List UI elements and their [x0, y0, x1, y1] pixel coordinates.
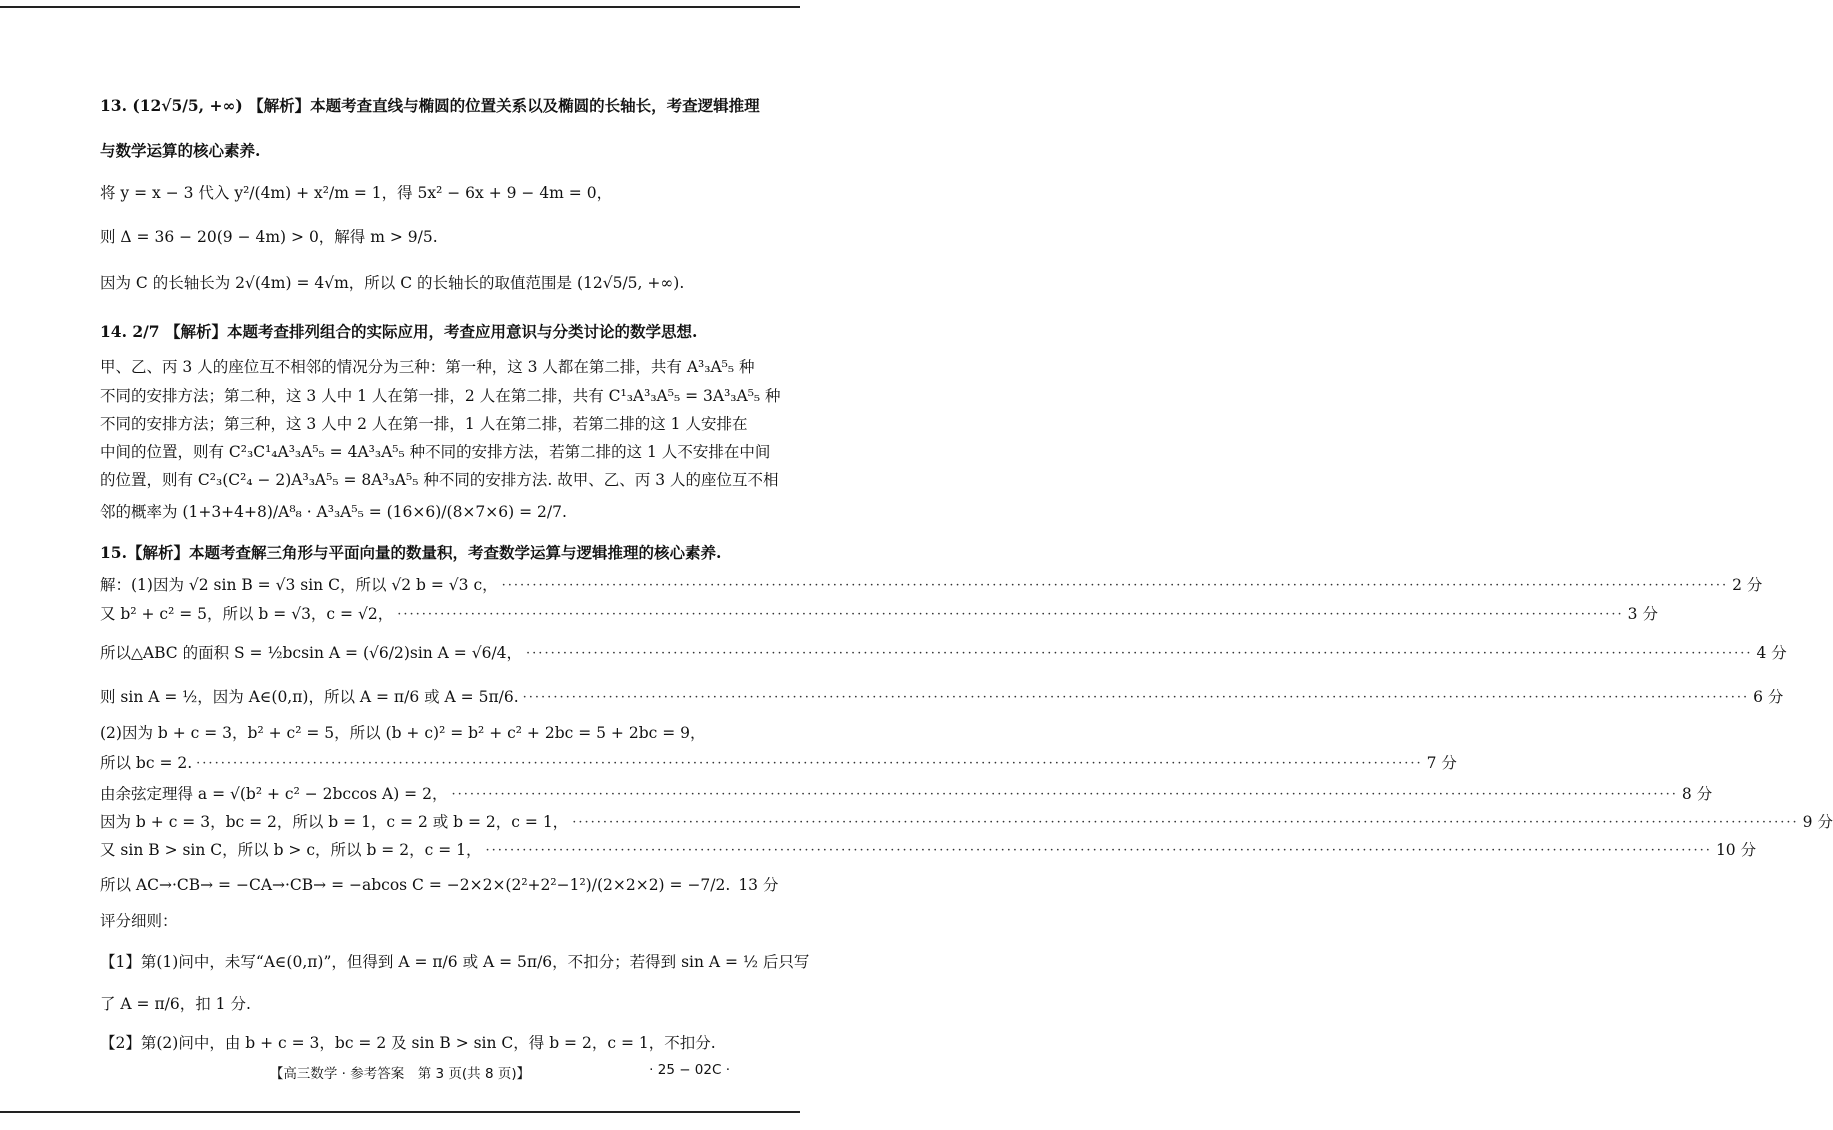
text-line [100, 545, 730, 561]
scored-line-text: 解：(1)因为 √2 sin B = √3 sin C，所以 √2 b = √3 c， [100, 576, 498, 594]
scored-line [100, 688, 1784, 706]
leader-dots: ········································································································································································································ [522, 690, 1750, 706]
scored-line [100, 576, 1763, 594]
rubric-line [100, 914, 730, 930]
scored-line-text: 又 b² + c² = 5，所以 b = √3，c = √2， [100, 605, 394, 623]
scored-line-text: 因为 b + c = 3，bc = 2，所以 b = 1，c = 2 或 b = 2，c = 1， [100, 813, 569, 831]
text-line-text: (2)因为 b + c = 3，b² + c² = 5，所以 (b + c)² = b² + c² + 2bc = 5 + 2bc = 9， [100, 724, 706, 742]
scored-line-text: 所以 bc = 2. [100, 754, 193, 772]
footer-title: 【高三数学 · 参考答案 第 3 页(共 8 页)】 [269, 1066, 531, 1082]
score-label: 6 分 [1753, 688, 1784, 706]
rubric-line-text: 【2】第(2)问中，由 b + c = 3，bc = 2 及 sin B > sin C，得 b = 2，c = 1，不扣分. [100, 1034, 716, 1052]
score-label: 13 分 [738, 876, 779, 894]
text-line-text: 将 y = x − 3 代入 y²/(4m) + x²/m = 1，得 5x² − 6x + 9 − 4m = 0， [100, 184, 613, 202]
text-line [100, 471, 779, 489]
score-label: 8 分 [1681, 785, 1713, 803]
footer-code: · 25 − 02C · [649, 1062, 730, 1078]
text-line-text: 甲、乙、丙 3 人的座位互不相邻的情况分为三种：第一种，这 3 人都在第二排，共有 A³₃A⁵₅ 种 [100, 358, 755, 376]
text-line-text: 14. 2/7 【解析】本题考查排列组合的实际应用，考查应用意识与分类讨论的数学思想. [100, 322, 698, 341]
text-line-text: 不同的安排方法；第三种，这 3 人中 2 人在第一排，1 人在第二排，若第二排的这 1 人安排在 [100, 415, 748, 433]
score-label: 2 分 [1732, 576, 1763, 594]
leader-dots: ········································································································································································································ [397, 607, 1624, 623]
text-line [100, 143, 730, 159]
text-line [100, 443, 771, 461]
text-line-text: 的位置，则有 C²₃(C²₄ − 2)A³₃A⁵₅ = 8A³₃A⁵₅ 种不同的安排方法. 故甲、乙、丙 3 人的座位互不相 [100, 471, 779, 489]
text-line [100, 324, 730, 340]
text-line [100, 726, 730, 742]
text-line-text: 中间的位置，则有 C²₃C¹₄A³₃A⁵₅ = 4A³₃A⁵₅ 种不同的安排方法，若第二排的这 1 人不安排在中间 [100, 443, 771, 461]
rubric-line-text: 评分细则： [100, 912, 178, 930]
score-label: 10 分 [1715, 841, 1757, 859]
scored-line [100, 813, 1833, 831]
leader-dots: ········································································································································································································ [501, 578, 1729, 594]
text-line [100, 415, 748, 433]
text-line [100, 387, 781, 405]
scored-line [100, 754, 1457, 772]
text-line-text: 15.【解析】本题考查解三角形与平面向量的数量积，考查数学运算与逻辑推理的核心素养. [100, 543, 722, 562]
scored-line-text: 由余弦定理得 a = √(b² + c² − 2bccos A) = 2， [100, 785, 448, 803]
top-rule [0, 6, 800, 8]
score-label: 3 分 [1627, 605, 1658, 623]
rubric-line [100, 953, 810, 971]
text-line-text: 因为 C 的长轴长为 2√(4m) = 4√m，所以 C 的长轴长的取值范围是 (12√5/5, +∞). [100, 274, 685, 292]
rubric-line-text: 【1】第(1)问中，未写“A∈(0,π)”，但得到 A = π/6 或 A = 5π/6，不扣分；若得到 sin A = ½ 后只写 [100, 953, 810, 971]
leader-dots: ········································································································································································································ [451, 787, 1678, 803]
bottom-rule [0, 1111, 800, 1113]
text-line-text: 则 Δ = 36 − 20(9 − 4m) > 0，解得 m > 9/5. [100, 228, 438, 246]
scored-line-text: 所以△ABC 的面积 S = ½bcsin A = (√6/2)sin A = √6/4， [100, 644, 523, 662]
text-line-text: 不同的安排方法；第二种，这 3 人中 1 人在第一排，2 人在第二排，共有 C¹₃A³₃A⁵₅ = 3A³₃A⁵₅ 种 [100, 387, 781, 405]
scored-line [100, 644, 1787, 662]
scored-line [100, 605, 1658, 623]
text-line [100, 96, 760, 115]
text-line-text: 13. (12√5/5, +∞) 【解析】本题考查直线与椭圆的位置关系以及椭圆的长轴长，考查逻辑推理 [100, 96, 760, 115]
text-line-text: 与数学运算的核心素养. [100, 141, 261, 160]
leader-dots: ········································································································································································································ [485, 843, 1712, 859]
text-line [100, 230, 730, 246]
scored-line-text: 所以 AC→·CB→ = −CA→·CB→ = −abcos C = −2×2×(2²+2²−1²)/(2×2×2) = −7/2. [100, 876, 731, 894]
scored-line [100, 785, 1713, 803]
score-label: 9 分 [1802, 813, 1833, 831]
scored-line-text: 则 sin A = ½，因为 A∈(0,π)，所以 A = π/6 或 A = 5π/6. [100, 688, 519, 706]
leader-dots: ········································································································································································································ [572, 815, 1799, 831]
text-line [100, 186, 730, 202]
scored-line-text: 又 sin B > sin C，所以 b > c，所以 b = 2，c = 1， [100, 841, 482, 859]
text-line-text: 邻的概率为 (1+3+4+8)/A⁸₈ · A³₃A⁵₅ = (16×6)/(8×7×6) = 2/7. [100, 503, 567, 521]
text-line [100, 505, 730, 521]
scored-line [100, 876, 779, 894]
scored-line [100, 841, 1757, 859]
score-label: 7 分 [1426, 754, 1457, 772]
text-line [100, 358, 755, 376]
rubric-line [100, 997, 730, 1013]
score-label: 4 分 [1756, 644, 1787, 662]
rubric-line [100, 1036, 730, 1052]
text-line [100, 276, 730, 292]
leader-dots: ········································································································································································································ [526, 646, 1753, 662]
rubric-line-text: 了 A = π/6，扣 1 分. [100, 995, 251, 1013]
leader-dots: ········································································································································································································ [196, 756, 1423, 772]
